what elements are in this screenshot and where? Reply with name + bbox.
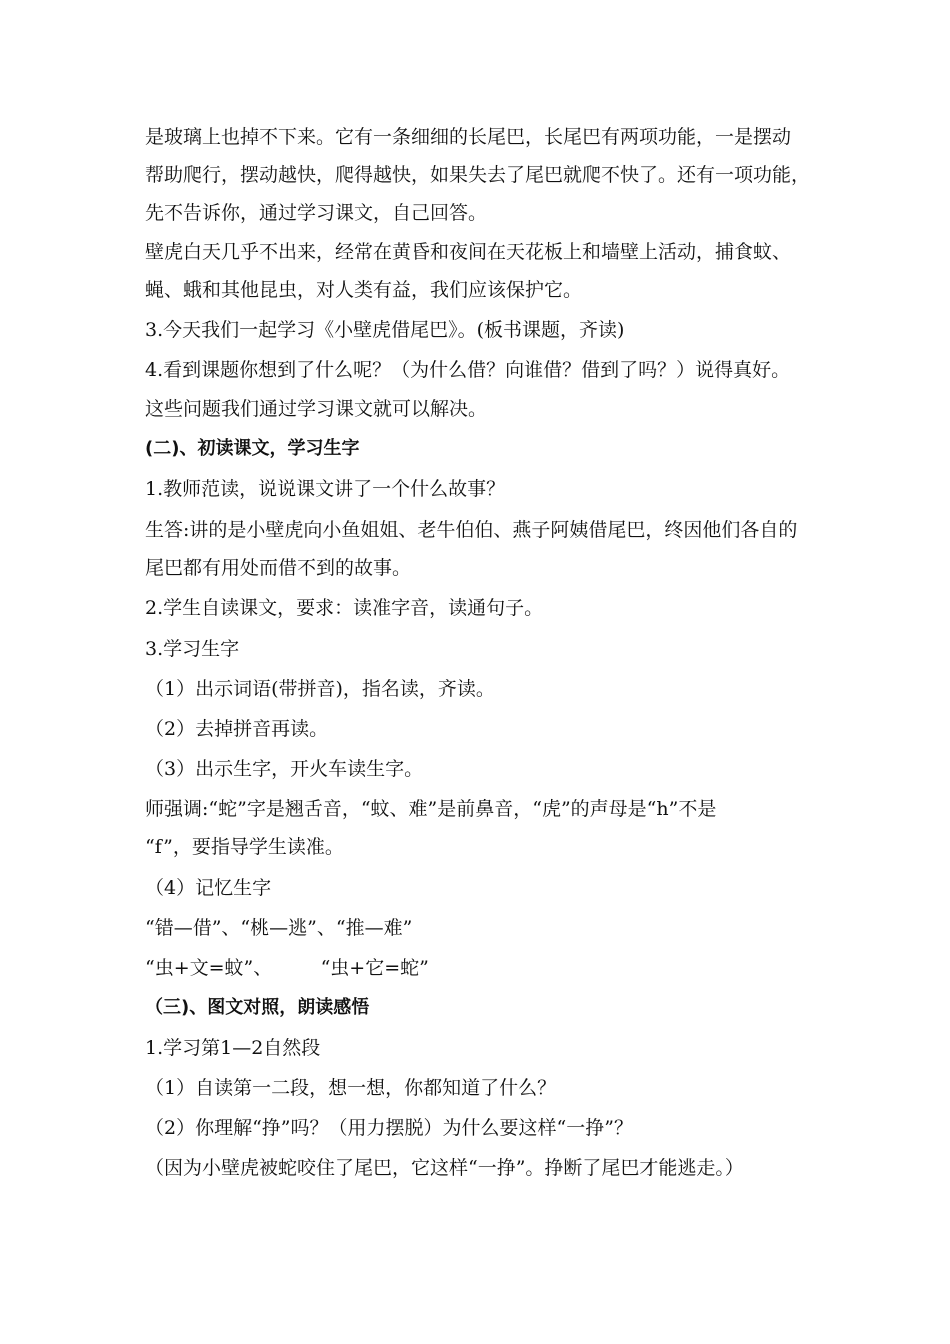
text-line: 2.学生自读课文，要求：读准字音，读通句子。 bbox=[145, 597, 544, 619]
text-line: “f”，要指导学生读准。 bbox=[145, 836, 344, 858]
text-line: （1）自读第一二段，想一想，你都知道了什么？ bbox=[145, 1077, 557, 1099]
text-line: 这些问题我们通过学习课文就可以解决。 bbox=[145, 398, 488, 420]
text-line: 师强调:“蛇”字是翘舌音，“蚊、难”是前鼻音，“虎”的声母是“h”不是 bbox=[145, 798, 717, 820]
text-line: 帮助爬行，摆动越快，爬得越快，如果失去了尾巴就爬不快了。还有一项功能， bbox=[145, 164, 811, 186]
text-line: （2）去掉拼音再读。 bbox=[145, 718, 329, 740]
text-line: 3.今天我们一起学习《小壁虎借尾巴》。(板书课题，齐读) bbox=[145, 319, 625, 341]
text-line: 蝇、蛾和其他昆虫，对人类有益，我们应该保护它。 bbox=[145, 279, 583, 301]
section-heading: （三)、图文对照，朗读感悟 bbox=[145, 997, 370, 1018]
text-line: 壁虎白天几乎不出来，经常在黄昏和夜间在天花板上和墙壁上活动，捕食蚊、 bbox=[145, 241, 792, 263]
text-line: 生答:讲的是小壁虎向小鱼姐姐、老牛伯伯、燕子阿姨借尾巴，终因他们各自的 bbox=[145, 519, 798, 541]
text-line: “虫+文=蚊”、 “虫+它=蛇” bbox=[145, 957, 429, 979]
text-line: “错—借”、“桃—逃”、“推—难” bbox=[145, 917, 413, 939]
text-line: 4.看到课题你想到了什么呢？（为什么借？向谁借？借到了吗？）说得真好。 bbox=[145, 359, 791, 381]
section-heading: (二)、初读课文，学习生字 bbox=[145, 438, 360, 459]
text-line: （3）出示生字，开火车读生字。 bbox=[145, 758, 424, 780]
text-line: 是玻璃上也掉不下来。它有一条细细的长尾巴，长尾巴有两项功能，一是摆动 bbox=[145, 126, 792, 148]
text-line: 先不告诉你，通过学习课文，自己回答。 bbox=[145, 202, 488, 224]
text-line: 3.学习生字 bbox=[145, 638, 240, 660]
text-line: 1.教师范读，说说课文讲了一个什么故事？ bbox=[145, 478, 506, 500]
text-line: （1）出示词语(带拼音)，指名读，齐读。 bbox=[145, 678, 495, 700]
text-line: （因为小壁虎被蛇咬住了尾巴，它这样“一挣”。挣断了尾巴才能逃走。） bbox=[145, 1157, 744, 1179]
text-line: （4）记忆生字 bbox=[145, 877, 272, 899]
text-line: （2）你理解“挣”吗？（用力摆脱）为什么要这样“一挣”？ bbox=[145, 1117, 633, 1139]
text-line: 尾巴都有用处而借不到的故事。 bbox=[145, 557, 412, 579]
text-line: 1.学习第1—2自然段 bbox=[145, 1037, 321, 1059]
